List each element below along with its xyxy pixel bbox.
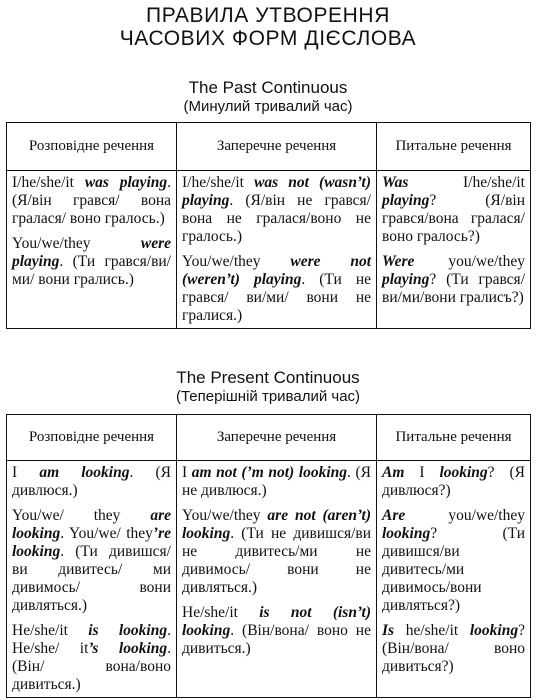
verb-form: is looking (88, 622, 168, 639)
text-segment: . (Ти дивишся/ ви дивитесь/ ми дивимось/ вони дивляться.) (12, 543, 171, 614)
past-affirmative-cell (7, 171, 177, 329)
past-affirmative-singular (12, 174, 171, 228)
present-affirmative-third-person (12, 622, 171, 694)
past-forms-row (7, 171, 531, 329)
past-interrogative-cell (377, 171, 531, 329)
present-section-subtitle: (Теперішній тривалий час) (175, 388, 361, 405)
verb-form: am looking (39, 464, 130, 481)
text-segment: . (Він/ вона/воно дивиться.) (12, 640, 171, 693)
past-header-row (7, 123, 531, 171)
verb-form: looking (382, 525, 431, 542)
verb-form: was not (wasn’t) playing (182, 174, 371, 209)
present-affirmative-plural (12, 507, 171, 615)
past-affirmative-plural (12, 235, 171, 289)
text-segment: I/he/she/it (408, 174, 525, 191)
text-segment: . (Я/він не грався/вона не гралася/воно не гралось.) (182, 192, 371, 245)
past-header-affirmative: Розповідне речення (7, 123, 177, 171)
present-continuous-table (6, 414, 531, 698)
verb-form: was playing (84, 174, 168, 191)
text-segment: I (404, 464, 440, 481)
present-interrogative-plural (382, 507, 525, 615)
verb-form: Is (382, 622, 395, 639)
text-segment: You/we/they (12, 235, 141, 252)
text-segment: ? (Ти грався/ви/ми/вони гралисъ?) (382, 271, 525, 306)
text-segment: . (Ти не грався/ ви/ми/ вони не гралися.) (182, 271, 371, 324)
text-segment: . (Він/вона/ воно не дивиться.) (182, 622, 371, 657)
main-title (0, 4, 536, 50)
text-segment: you/we/they (405, 507, 525, 524)
past-section-heading (0, 78, 536, 116)
past-header-negative: Заперечне речення (177, 123, 377, 171)
text-segment: ? (Ти дивишся/ви дивитесь/ми дивимось/вони дивляться?) (382, 525, 525, 614)
verb-form: Are (382, 507, 406, 524)
verb-form: were not (weren’t) playing (182, 253, 372, 288)
past-interrogative-singular (382, 174, 525, 246)
text-segment: You/we/they (182, 507, 268, 524)
text-segment: . (Я/він грався/ вона гралася/ воно гралось.) (12, 174, 171, 227)
past-header-interrogative: Питальне речення (377, 123, 531, 171)
text-segment: . (Я дивлюся.) (12, 464, 172, 499)
text-segment: . (Ти не дивишся/ви не дивитесь/ми не дивимось/ вони не дивляться.) (182, 525, 371, 596)
text-segment: I/he/she/it (182, 174, 255, 191)
past-continuous-table (6, 122, 531, 329)
present-affirmative-first-person (12, 464, 171, 500)
past-negative-cell (177, 171, 377, 329)
text-segment: You/we/ they (12, 507, 151, 524)
text-segment: . You/we/ they (60, 525, 153, 542)
present-section-title: The Present Continuous (176, 368, 360, 387)
past-negative-plural (182, 253, 371, 325)
present-header-row (7, 415, 531, 461)
present-interrogative-third-person (382, 622, 525, 676)
text-segment: He/she/it (12, 622, 89, 639)
verb-form: were playing (12, 235, 171, 270)
main-title-line1: ПРАВИЛА УТВОРЕННЯ (146, 4, 390, 27)
text-segment: ? (Я/він грався/вона гралася/ воно гралось?) (382, 192, 525, 245)
present-negative-first-person (182, 464, 371, 500)
present-section-heading (0, 368, 536, 406)
text-segment: I (182, 464, 192, 481)
text-segment: . He/she/ it (12, 622, 171, 657)
present-forms-row (7, 461, 531, 698)
present-affirmative-cell (7, 461, 177, 698)
present-negative-third-person (182, 604, 371, 658)
past-negative-singular (182, 174, 371, 246)
past-interrogative-plural (382, 253, 525, 307)
present-negative-plural (182, 507, 371, 597)
present-header-negative: Заперечне речення (177, 415, 377, 461)
text-segment: . (Ти грався/ви/ ми/ вони грались.) (12, 253, 171, 288)
text-segment: you/we/they (414, 253, 525, 270)
verb-form: ’re looking (12, 525, 171, 560)
text-segment: You/we/they (182, 253, 291, 270)
main-title-line2: ЧАСОВИХ ФОРМ ДІЄСЛОВА (119, 27, 417, 50)
present-header-affirmative: Розповідне речення (7, 415, 177, 461)
verb-form: are not (aren’t) looking (182, 507, 372, 542)
past-section-subtitle: (Минулий тривалий час) (183, 98, 353, 115)
text-segment: I/he/she/it (12, 174, 85, 191)
text-segment: I (12, 464, 40, 481)
verb-form: looking (439, 464, 488, 481)
verb-form: Were (382, 253, 415, 270)
present-interrogative-first-person (382, 464, 525, 500)
text-segment: ? (Я дивлюся?) (382, 464, 525, 499)
verb-form: ’s looking (88, 640, 168, 657)
verb-form: playing (382, 192, 430, 209)
present-header-interrogative: Питальне речення (377, 415, 531, 461)
past-section-title: The Past Continuous (188, 78, 348, 97)
verb-form: Was (382, 174, 409, 191)
text-segment: ? (Він/вона/ воно дивиться?) (382, 622, 525, 675)
present-interrogative-cell (377, 461, 531, 698)
present-negative-cell (177, 461, 377, 698)
verb-form: is not (isn’t) looking (182, 604, 371, 639)
text-segment: . (Я не дивлюся.) (182, 464, 371, 499)
verb-form: playing (382, 271, 430, 288)
verb-form: looking (469, 622, 519, 639)
text-segment: He/she/it (182, 604, 260, 621)
verb-form: am not (’m not) looking (191, 464, 348, 481)
verb-form: are looking (12, 507, 171, 542)
text-segment: he/she/it (394, 622, 470, 639)
verb-form: Am (382, 464, 405, 481)
